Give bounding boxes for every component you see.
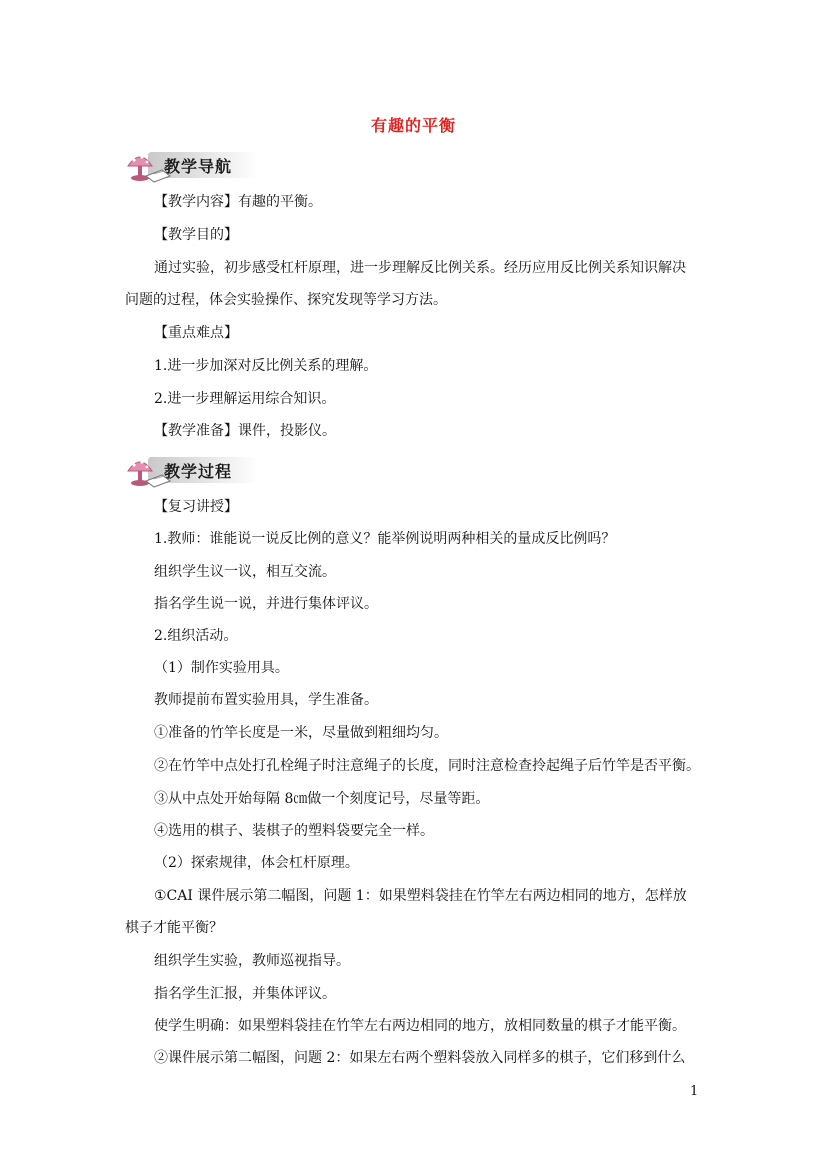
text-line: ②课件展示第二幅图，问题 2：如果左右两个塑料袋放入同样多的棋子，它们移到什么 <box>154 1050 686 1066</box>
text-line: 问题的过程，体会实验操作、探究发现等学习方法。 <box>125 292 447 308</box>
text-line: 教师提前布置实验用具，学生准备。 <box>154 692 378 708</box>
banner-label: 教学导航 <box>164 157 233 176</box>
text-line: 通过实验，初步感受杠杆原理，进一步理解反比例关系。经历应用反比例关系知识解决 <box>154 260 686 276</box>
text-line: ③从中点处开始每隔 8㎝做一个刻度记号，尽量等距。 <box>154 791 490 807</box>
text-line: 1.进一步加深对反比例关系的理解。 <box>154 358 378 374</box>
text-line: 【教学准备】课件，投影仪。 <box>154 423 336 439</box>
page-number: 1 <box>690 1084 699 1099</box>
text-line: ④选用的棋子、装棋子的塑料袋要完全一样。 <box>154 823 434 839</box>
text-line: ②在竹竿中点处打孔栓绳子时注意绳子的长度，同时注意检查拎起绳子后竹竿是否平衡。 <box>154 758 700 774</box>
text-line: 【复习讲授】 <box>154 499 238 515</box>
text-line: 2.组织活动。 <box>154 628 238 644</box>
text-line: 【重点难点】 <box>154 325 238 341</box>
text-line: 棋子才能平衡？ <box>125 920 223 936</box>
page-title: 有趣的平衡 <box>370 116 456 135</box>
text-line: 组织学生实验，教师巡视指导。 <box>154 953 350 969</box>
text-line: 2.进一步理解运用综合知识。 <box>154 391 336 407</box>
text-line: 组织学生议一议，相互交流。 <box>154 564 336 580</box>
text-line: （1）制作实验用具。 <box>154 660 289 676</box>
text-line: 指名学生汇报，并集体评议。 <box>154 986 336 1002</box>
text-line: 【教学内容】有趣的平衡。 <box>154 194 322 210</box>
text-line: ①准备的竹竿长度是一米，尽量做到粗细均匀。 <box>154 725 448 741</box>
text-line: 【教学目的】 <box>154 227 238 243</box>
text-line: 使学生明确：如果塑料袋挂在竹竿左右两边相同的地方，放相同数量的棋子才能平衡。 <box>154 1018 686 1034</box>
text-line: （2）探索规律，体会杠杆原理。 <box>154 855 359 871</box>
section-banner-process <box>122 451 260 491</box>
banner-label: 教学过程 <box>164 462 233 481</box>
section-banner-guide <box>122 146 260 186</box>
text-line: 指名学生说一说，并进行集体评议。 <box>154 596 378 612</box>
text-line: 1.教师：谁能说一说反比例的意义？能举例说明两种相关的量成反比例吗？ <box>154 531 616 547</box>
text-line: ①CAI 课件展示第二幅图，问题 1：如果塑料袋挂在竹竿左右两边相同的地方，怎样放 <box>154 888 687 904</box>
